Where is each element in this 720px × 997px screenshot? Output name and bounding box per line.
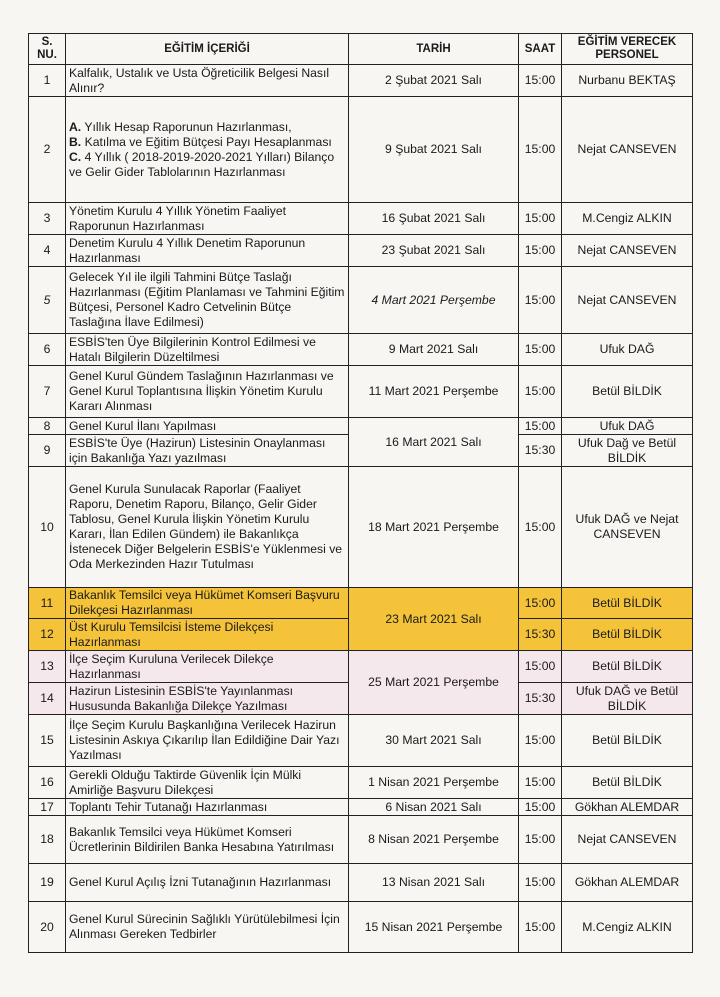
row-number: 18 xyxy=(29,816,66,864)
row-content xyxy=(66,97,349,203)
row-date: 25 Mart 2021 Perşembe xyxy=(349,651,519,715)
row-date: 6 Nisan 2021 Salı xyxy=(349,799,519,816)
row-number: 10 xyxy=(29,467,66,588)
row-date: 9 Şubat 2021 Salı xyxy=(349,97,519,203)
row-person: Nejat CANSEVEN xyxy=(562,97,693,203)
row-time: 15:00 xyxy=(519,418,562,435)
table-row xyxy=(29,715,693,767)
row-number: 3 xyxy=(29,203,66,235)
table-row xyxy=(29,334,693,366)
row-number: 2 xyxy=(29,97,66,203)
row-person: Ufuk Dağ ve Betül BİLDİK xyxy=(562,435,693,467)
row-time: 15:30 xyxy=(519,619,562,651)
row-time: 15:00 xyxy=(519,767,562,799)
row-date: 16 Mart 2021 Salı xyxy=(349,418,519,467)
row-number: 15 xyxy=(29,715,66,767)
row-content: Gelecek Yıl ile ilgili Tahmini Bütçe Taslağı Hazırlanması (Eğitim Planlaması ve Tahmini Eğitim Bütçesi, Personel Kadro Cetvelinin Bütçe Taslağına İlave Edilmesi) xyxy=(66,267,349,334)
row-time: 15:00 xyxy=(519,467,562,588)
row-content: Hazirun Listesinin ESBİS'te Yayınlanması Hususunda Bakanlığa Dilekçe Yazılması xyxy=(66,683,349,715)
row-date: 9 Mart 2021 Salı xyxy=(349,334,519,366)
row-person: Gökhan ALEMDAR xyxy=(562,799,693,816)
row-content: Genel Kurul Sürecinin Sağlıklı Yürütülebilmesi İçin Alınması Gereken Tedbirler xyxy=(66,902,349,953)
row-date: 30 Mart 2021 Salı xyxy=(349,715,519,767)
table-row xyxy=(29,97,693,203)
row-content: ESBİS'ten Üye Bilgilerinin Kontrol Edilmesi ve Hatalı Bilgilerin Düzeltilmesi xyxy=(66,334,349,366)
table-row xyxy=(29,588,693,619)
row-person: Betül BİLDİK xyxy=(562,715,693,767)
row-person: Nejat CANSEVEN xyxy=(562,816,693,864)
table-row xyxy=(29,418,693,435)
row-person: Betül BİLDİK xyxy=(562,651,693,683)
table-row xyxy=(29,816,693,864)
table-row xyxy=(29,203,693,235)
row-time: 15:00 xyxy=(519,267,562,334)
content-item-a: Yıllık Hesap Raporunun Hazırlanması, xyxy=(81,119,292,134)
row-date: 16 Şubat 2021 Salı xyxy=(349,203,519,235)
row-number: 14 xyxy=(29,683,66,715)
table-row xyxy=(29,467,693,588)
row-person: Betül BİLDİK xyxy=(562,767,693,799)
row-person: Betül BİLDİK xyxy=(562,366,693,418)
row-person: Betül BİLDİK xyxy=(562,588,693,619)
row-number: 7 xyxy=(29,366,66,418)
row-person: Nejat CANSEVEN xyxy=(562,235,693,267)
row-date: 23 Mart 2021 Salı xyxy=(349,588,519,651)
row-person: M.Cengiz ALKIN xyxy=(562,203,693,235)
row-content: Üst Kurulu Temsilcisi İsteme Dilekçesi Hazırlanması xyxy=(66,619,349,651)
header-person: EĞİTİM VERECEK PERSONEL xyxy=(562,34,693,65)
row-date: 15 Nisan 2021 Perşembe xyxy=(349,902,519,953)
content-item-b: Katılma ve Eğitim Bütçesi Payı Hesaplanması xyxy=(81,134,332,149)
row-time: 15:00 xyxy=(519,651,562,683)
row-content: Bakanlık Temsilci veya Hükümet Komseri Başvuru Dilekçesi Hazırlanması xyxy=(66,588,349,619)
row-date: 18 Mart 2021 Perşembe xyxy=(349,467,519,588)
row-time: 15:00 xyxy=(519,588,562,619)
row-number: 12 xyxy=(29,619,66,651)
row-number: 19 xyxy=(29,864,66,902)
row-number: 13 xyxy=(29,651,66,683)
row-content: ESBİS'te Üye (Hazirun) Listesinin Onaylanması için Bakanlığa Yazı yazılması xyxy=(66,435,349,467)
row-time: 15:30 xyxy=(519,683,562,715)
row-time: 15:00 xyxy=(519,65,562,97)
row-content: Bakanlık Temsilci veya Hükümet Komseri Ücretlerinin Bildirilen Banka Hesabına Yatırılması xyxy=(66,816,349,864)
row-content: Kalfalık, Ustalık ve Usta Öğreticilik Belgesi Nasıl Alınır? xyxy=(66,65,349,97)
header-date: TARİH xyxy=(349,34,519,65)
row-content: Genel Kurul İlanı Yapılması xyxy=(66,418,349,435)
row-time: 15:00 xyxy=(519,366,562,418)
row-time: 15:00 xyxy=(519,235,562,267)
row-person: M.Cengiz ALKIN xyxy=(562,902,693,953)
content-label-c: C. xyxy=(69,149,82,164)
row-content: Genel Kurula Sunulacak Raporlar (Faaliyet Raporu, Denetim Raporu, Bilanço, Gelir Gider Tablosu, Genel Kurula İlişkin Yönetim Kurulu Kararı, İlan Edilen Gündem) ile Bakanlıkça İstenecek Diğer Belgelerin ESBİS'e Yüklenmesi ve Oda Merkezinden Hazır Tutulması xyxy=(66,467,349,588)
table-row xyxy=(29,767,693,799)
table-row xyxy=(29,651,693,683)
content-label-a: A. xyxy=(69,119,82,134)
row-date: 2 Şubat 2021 Salı xyxy=(349,65,519,97)
row-date: 8 Nisan 2021 Perşembe xyxy=(349,816,519,864)
table-row xyxy=(29,65,693,97)
header-time: SAAT xyxy=(519,34,562,65)
row-person: Ufuk DAĞ ve Nejat CANSEVEN xyxy=(562,467,693,588)
row-time: 15:00 xyxy=(519,334,562,366)
table-row xyxy=(29,864,693,902)
row-number: 20 xyxy=(29,902,66,953)
row-content: İlçe Seçim Kurulu Başkanlığına Verilecek Hazirun Listesinin Askıya Çıkarılıp İlan Edildiğine Dair Yazı Yazılması xyxy=(66,715,349,767)
row-date: 13 Nisan 2021 Salı xyxy=(349,864,519,902)
row-number: 5 xyxy=(29,267,66,334)
row-number: 6 xyxy=(29,334,66,366)
row-number: 4 xyxy=(29,235,66,267)
row-person: Nurbanu BEKTAŞ xyxy=(562,65,693,97)
row-content: Yönetim Kurulu 4 Yıllık Yönetim Faaliyet Raporunun Hazırlanması xyxy=(66,203,349,235)
header-no: S. NU. xyxy=(29,34,66,65)
row-time: 15:00 xyxy=(519,799,562,816)
row-person: Nejat CANSEVEN xyxy=(562,267,693,334)
training-schedule-table xyxy=(28,33,693,953)
row-content: Genel Kurul Gündem Taslağının Hazırlanması ve Genel Kurul Toplantısına İlişkin Yönetim Kurulu Kararı Alınması xyxy=(66,366,349,418)
row-time: 15:00 xyxy=(519,864,562,902)
table-row xyxy=(29,799,693,816)
row-date: 23 Şubat 2021 Salı xyxy=(349,235,519,267)
row-time: 15:00 xyxy=(519,816,562,864)
row-content: Toplantı Tehir Tutanağı Hazırlanması xyxy=(66,799,349,816)
row-number: 11 xyxy=(29,588,66,619)
row-person: Ufuk DAĞ xyxy=(562,418,693,435)
row-number: 8 xyxy=(29,418,66,435)
content-label-b: B. xyxy=(69,134,82,149)
row-time: 15:00 xyxy=(519,715,562,767)
row-number: 17 xyxy=(29,799,66,816)
content-item-c: 4 Yıllık ( 2018-2019-2020-2021 Yılları) Bilanço ve Gelir Gider Tablolarının Hazırlanması xyxy=(69,149,335,179)
row-date: 1 Nisan 2021 Perşembe xyxy=(349,767,519,799)
table-row xyxy=(29,366,693,418)
row-time: 15:00 xyxy=(519,97,562,203)
header-content: EĞİTİM İÇERİĞİ xyxy=(66,34,349,65)
row-number: 1 xyxy=(29,65,66,97)
row-time: 15:30 xyxy=(519,435,562,467)
row-time: 15:00 xyxy=(519,203,562,235)
header-row xyxy=(29,34,693,65)
row-time: 15:00 xyxy=(519,902,562,953)
row-content: İlçe Seçim Kuruluna Verilecek Dilekçe Hazırlanması xyxy=(66,651,349,683)
row-content: Denetim Kurulu 4 Yıllık Denetim Raporunun Hazırlanması xyxy=(66,235,349,267)
table-row xyxy=(29,235,693,267)
table-row xyxy=(29,267,693,334)
row-person: Ufuk DAĞ ve Betül BİLDİK xyxy=(562,683,693,715)
row-person: Betül BİLDİK xyxy=(562,619,693,651)
table-row xyxy=(29,902,693,953)
row-number: 9 xyxy=(29,435,66,467)
row-date: 11 Mart 2021 Perşembe xyxy=(349,366,519,418)
row-person: Gökhan ALEMDAR xyxy=(562,864,693,902)
row-content: Gerekli Olduğu Taktirde Güvenlik İçin Mülki Amirliğe Başvuru Dilekçesi xyxy=(66,767,349,799)
row-date: 4 Mart 2021 Perşembe xyxy=(349,267,519,334)
row-person: Ufuk DAĞ xyxy=(562,334,693,366)
row-number: 16 xyxy=(29,767,66,799)
row-content: Genel Kurul Açılış İzni Tutanağının Hazırlanması xyxy=(66,864,349,902)
